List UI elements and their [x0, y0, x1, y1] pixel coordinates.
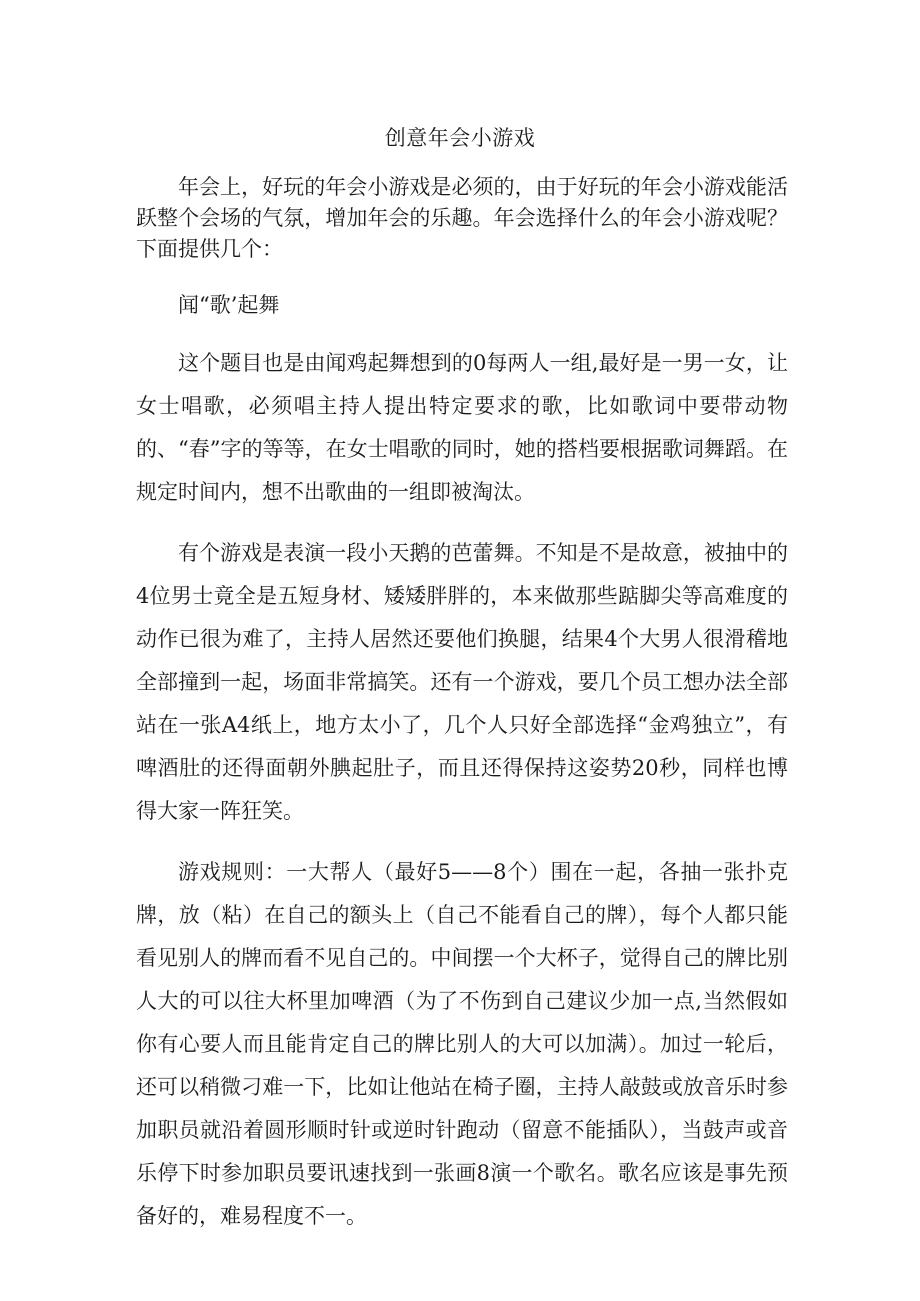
- game-heading: 闻“歌’起舞: [178, 293, 280, 317]
- swan-dance-paragraph: 有个游戏是表演一段小天鹅的芭蕾舞。不知是不是故意，被抽中的4位男士竟全是五短身材、矮矮胖胖的，本来做那些踮脚尖等高难度的动作已很为难了，主持人居然还要他们换腿，结果4个大男人很滑稽地全部撞到一起，场面非常搞笑。还有一个游戏，要几个员工想办法全部站在一张A4纸上，地方太小了，几个人只好全部选择“金鸡独立”，有啤酒肚的还得面朝外腆起肚子，而且还得保持这姿势20秒，同样也博得大家一阵狂笑。: [136, 541, 788, 823]
- document-body: [136, 172, 788, 1238]
- intro-paragraph: 年会上，好玩的年会小游戏是必须的，由于好玩的年会小游戏能活跃整个会场的气氛，增加年会的乐趣。年会选择什么的年会小游戏呢？下面提供几个：: [136, 175, 788, 261]
- game-description-paragraph: 这个题目也是由闻鸡起舞想到的0每两人一组,最好是一男一女，让女士唱歌，必须唱主持人提出特定要求的歌，比如歌词中要带动物的、“春”字的等等，在女士唱歌的同时，她的搭档要根据歌词舞蹈。在规定时间内，想不出歌曲的一组即被淘汰。: [136, 351, 788, 504]
- document-title: 创意年会小游戏: [384, 126, 536, 150]
- game-rules-paragraph: 游戏规则：一大帮人（最好5——8个）围在一起，各抽一张扑克牌，放（粘）在自己的额头上（自己不能看自己的牌），每个人都只能看见别人的牌而看不见自己的。中间摆一个大杯子，觉得自己的牌比别人大的可以往大杯里加啤酒（为了不伤到自己建议少加一点,当然假如你有心要人而且能肯定自己的牌比别人的大可以加满）。加过一轮后，还可以稍微刁难一下，比如让他站在椅子圈，主持人敲鼓或放音乐时参加职员就沿着圆形顺时针或逆时针跑动（留意不能插队），当鼓声或音乐停下时参加职员要讯速找到一张画8演一个歌名。歌名应该是事先预备好的，难易程度不一。: [136, 860, 788, 1228]
